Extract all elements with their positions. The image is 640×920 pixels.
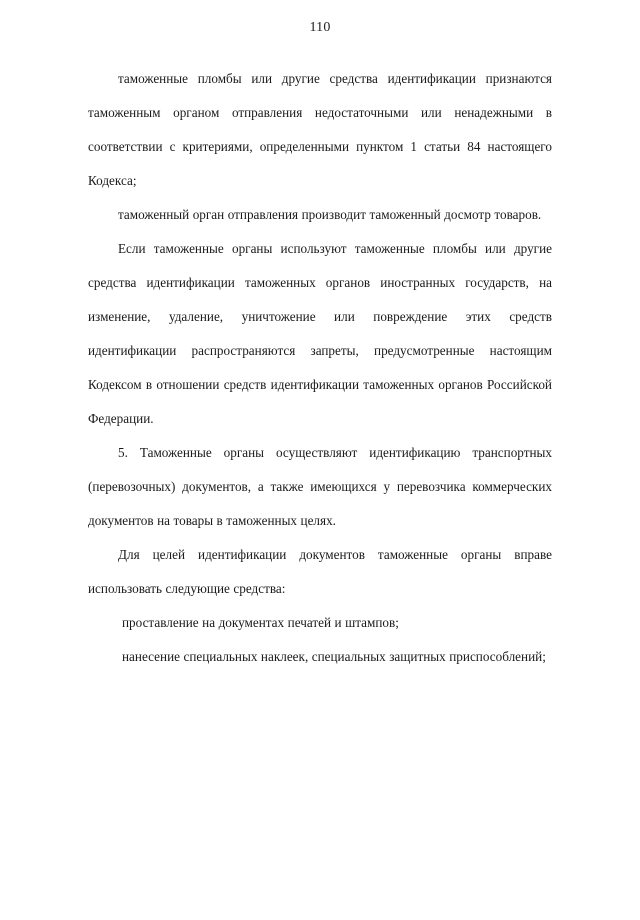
paragraph: таможенный орган отправления производит таможенный досмотр товаров. <box>118 207 542 222</box>
paragraph: таможенные пломбы или другие средства идентификации признаются таможенным органом отправления недостаточными или ненадежными в соответствии с критериями, определенными пунктом 1 статьи 84 настоящего Кодекса; <box>88 71 552 188</box>
paragraph: проставление на документах печатей и штампов; <box>122 615 399 630</box>
paragraph: Для целей идентификации документов таможенные органы вправе использовать следующие средства: <box>88 547 552 596</box>
paragraph: 5. Таможенные органы осуществляют идентификацию транспортных (перевозочных) документов, а также имеющихся у перевозчика коммерческих документов на товары в таможенных целях. <box>88 445 552 528</box>
document-body <box>88 36 552 674</box>
page-number: 110 <box>309 20 331 35</box>
paragraph: нанесение специальных наклеек, специальных защитных приспособлений; <box>122 649 546 664</box>
document-page <box>0 20 640 920</box>
paragraph: Если таможенные органы используют таможенные пломбы или другие средства идентификации таможенных органов иностранных государств, на изменение, удаление, уничтожение или повреждение этих средств идентификации распространяются запреты, предусмотренные настоящим Кодексом в отношении средств идентификации таможенных органов Российской Федерации. <box>88 241 552 426</box>
